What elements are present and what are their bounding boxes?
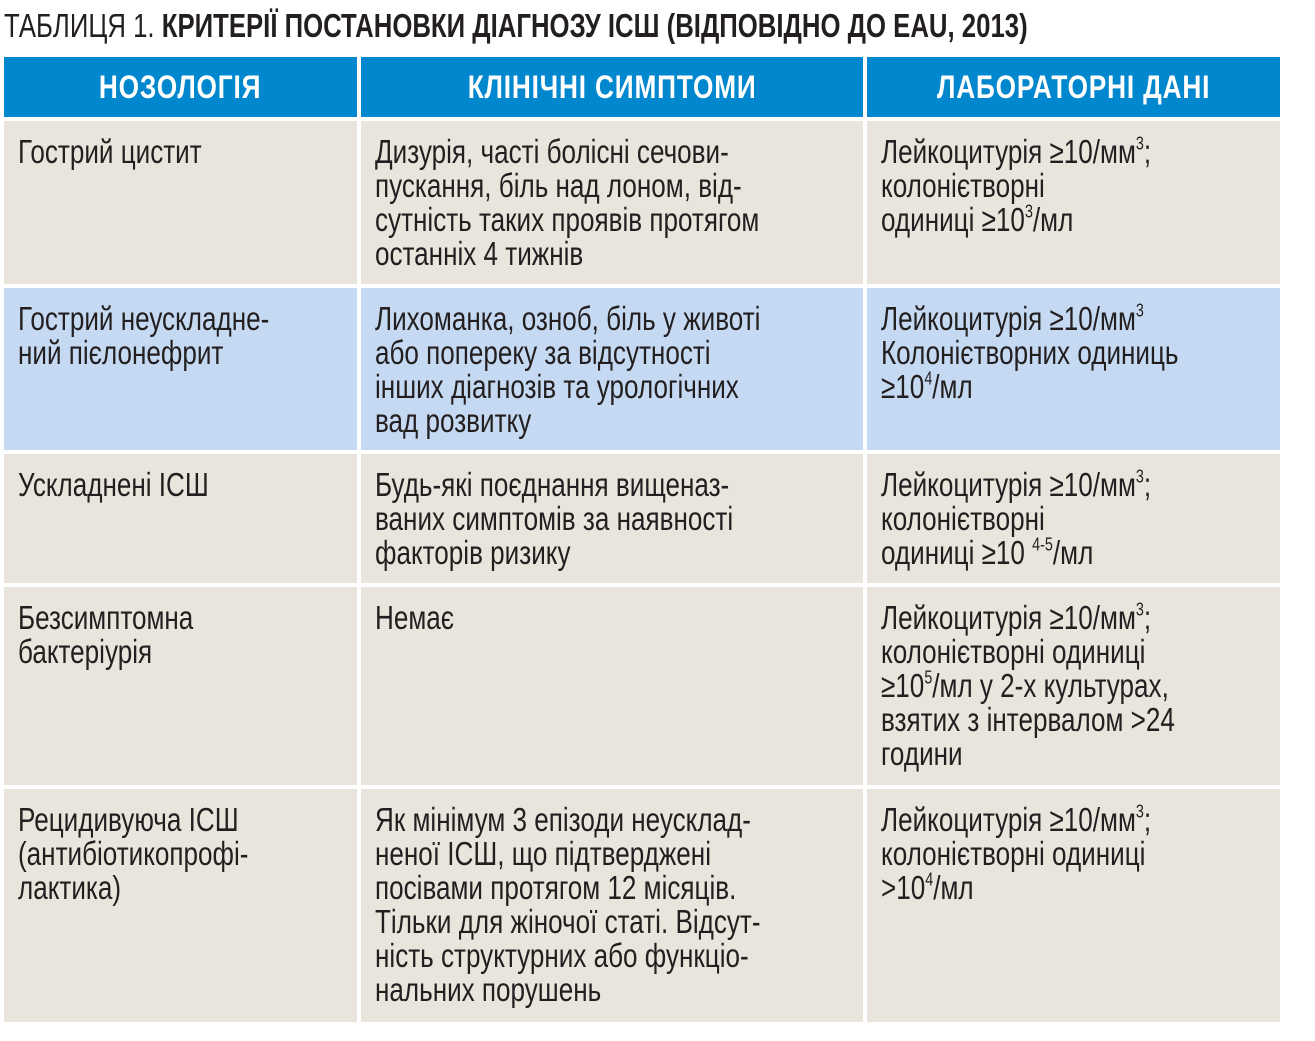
symptoms-cell	[359, 585, 865, 787]
lab-cell	[865, 452, 1280, 585]
lab-text: Лейкоцитурія $\ge 10/мм^3$; колонієтворні одиниці $\ge 10^5/мл$ у 2-х культурах, взятих з інтервалом >24 години	[881, 599, 1175, 772]
nosology-text: Ускладнені ІСШ	[18, 466, 209, 503]
exponent: 3	[1135, 801, 1144, 822]
exponent: 3	[1135, 599, 1144, 620]
table-row	[4, 787, 1280, 1024]
table-title-main: КРИТЕРІЇ ПОСТАНОВКИ ДІАГНОЗУ ІСШ (ВІДПОВІДНО ДО EAU, 2013)	[161, 7, 1028, 44]
exponent: 4	[925, 869, 934, 890]
table-row	[4, 119, 1280, 286]
lab-cell	[865, 119, 1280, 286]
symptoms-text: Немає	[375, 599, 455, 636]
lab-text: Лейкоцитурія $\ge 10/мм^3$; колонієтворні одиниці $\ge 10^3/мл$	[881, 133, 1152, 238]
symptoms-text: Дизурія, часті болісні сечови- пускання, біль над лоном, від- сутність таких проявів протягом останніх 4 тижнів	[375, 133, 760, 272]
nosology-text: Гострий цистит	[18, 133, 202, 170]
nosology-text: Безсимптомна бактеріурія	[18, 599, 194, 670]
column-header-nosology	[4, 57, 359, 119]
nosology-cell	[4, 452, 359, 585]
column-header-lab	[865, 57, 1280, 119]
lab-cell	[865, 787, 1280, 1024]
symptoms-cell	[359, 119, 865, 286]
symptoms-cell	[359, 787, 865, 1024]
symptoms-text: Будь-які поєднання вищеназ- ваних симптомів за наявності факторів ризику	[375, 466, 734, 571]
exponent: 3	[1135, 466, 1144, 487]
symptoms-text: Лихоманка, озноб, біль у животі або попереку за відсутності інших діагнозів та урологічних вад розвитку	[375, 300, 761, 439]
table-row	[4, 585, 1280, 787]
lab-text: Лейкоцитурія $\ge 10/мм^3$; колонієтворні одиниці ≥10 $^{4-5}$/мл	[881, 466, 1152, 571]
table-row	[4, 286, 1280, 452]
exponent: 3	[1135, 300, 1144, 321]
exponent: 4-5	[1032, 534, 1053, 555]
column-header-label: НОЗОЛОГІЯ	[99, 68, 262, 105]
nosology-cell	[4, 787, 359, 1024]
table-row	[4, 452, 1280, 585]
nosology-text: Гострий неускладне- ний пієлонефрит	[18, 300, 270, 371]
symptoms-text: Як мінімум 3 епізоди неусклад- неної ІСШ, що підтверджені посівами протягом 12 місяців. Тільки для жіночої статі. Відсут- ність структурних або функціо- нальних порушень	[375, 801, 761, 1008]
table-title	[4, 6, 1028, 46]
symptoms-cell	[359, 452, 865, 585]
exponent: 4	[924, 368, 933, 389]
column-header-symptoms	[359, 57, 865, 119]
diagnosis-criteria-table	[4, 57, 1280, 1026]
nosology-cell	[4, 286, 359, 452]
nosology-text: Рецидивуюча ІСШ (антибіотикопрофі- лактика)	[18, 801, 249, 906]
exponent: 5	[924, 667, 933, 688]
table-title-prefix: ТАБЛИЦЯ 1.	[4, 7, 162, 44]
symptoms-cell	[359, 286, 865, 452]
lab-text: Лейкоцитурія $\ge 10/мм^3$ Колонієтворних одиниць $\ge 10^4/мл$	[881, 300, 1179, 405]
nosology-cell	[4, 119, 359, 286]
exponent: 3	[1135, 133, 1144, 154]
nosology-cell	[4, 585, 359, 787]
column-header-label: КЛІНІЧНІ СИМПТОМИ	[467, 68, 757, 105]
exponent: 3	[1024, 201, 1033, 222]
column-header-label: ЛАБОРАТОРНІ ДАНІ	[936, 68, 1211, 105]
lab-cell	[865, 585, 1280, 787]
lab-cell	[865, 286, 1280, 452]
table-header-row	[4, 57, 1280, 119]
lab-text: Лейкоцитурія $\ge 10/мм^3$; колонієтворні одиниці $>10^4/мл$	[881, 801, 1152, 906]
